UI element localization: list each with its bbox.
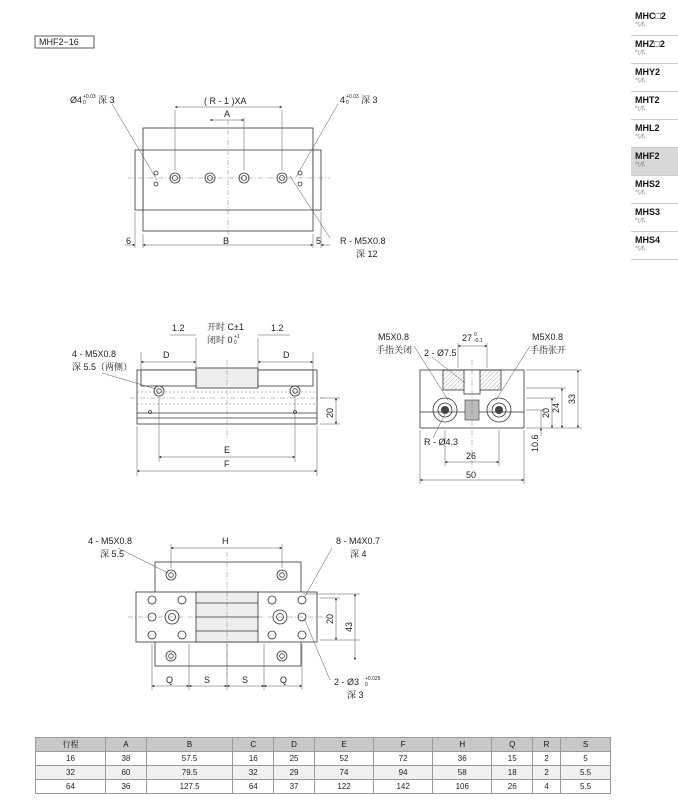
top-hole-right-tol: +0.03 [346, 94, 359, 100]
front-closed-tol2: 0 [234, 340, 237, 346]
side-h10: 10.6 [530, 434, 540, 452]
sidebar-item-2[interactable] [631, 64, 678, 92]
bottom-h43: 43 [344, 621, 354, 632]
side-bore: 2 - Ø7.5 [424, 348, 457, 358]
sidebar-item-name: MHS4 [635, 235, 661, 245]
sidebar-item-name: MHF2 [635, 151, 660, 161]
table-cell: 122 [314, 780, 373, 794]
table-cell: 74 [314, 766, 373, 780]
front-gap-right: 1.2 [271, 323, 284, 333]
table-cell: 15 [492, 752, 533, 766]
sidebar-item-sub: 气爪 [635, 190, 646, 196]
model-tag [35, 36, 94, 48]
front-gap-left: 1.2 [172, 323, 185, 333]
bottom-view [88, 536, 381, 700]
bottom-tap-right-depth: 深 4 [350, 549, 367, 559]
side-w26: 26 [466, 451, 477, 461]
top-dim-b: B [223, 236, 230, 246]
top-hole-right-label: 4 [340, 95, 346, 105]
sidebar-item-6[interactable] [631, 176, 678, 204]
table-cell: 38 [106, 752, 147, 766]
bottom-tap-left-depth: 深 5.5 [100, 549, 125, 559]
sidebar-item-sub: 气爪 [635, 162, 646, 168]
front-e-label: E [224, 445, 231, 455]
sidebar-item-name: MHT2 [635, 95, 660, 105]
sidebar-item-sub: 气爪 [635, 106, 646, 112]
sidebar-item-5[interactable] [631, 148, 678, 176]
sidebar-item-sub: 气爪 [635, 218, 646, 224]
bottom-pin-tol: +0.025 [365, 676, 381, 682]
front-closed-label: 闭时 0 [207, 335, 233, 345]
bottom-q-left: Q [166, 675, 174, 685]
bottom-pin-label: 2 - Ø3 [334, 677, 360, 687]
table-row [36, 780, 611, 794]
table-cell: 26 [492, 780, 533, 794]
table-cell: 2 [533, 752, 561, 766]
sidebar-item-7[interactable] [631, 204, 678, 232]
table-cell: 79.5 [146, 766, 233, 780]
side-port-close-label: 手指关闭 [376, 345, 413, 355]
front-closed-tol: +1 [234, 334, 240, 340]
top-hole-left-tol2: 0 [83, 100, 86, 106]
table-header-cell: Q [492, 738, 533, 752]
top-view [70, 94, 386, 259]
table-header-cell: A [106, 738, 147, 752]
table-cell: 5 [561, 752, 611, 766]
table-body [36, 752, 611, 794]
table-cell: 36 [433, 752, 492, 766]
table-cell: 58 [433, 766, 492, 780]
sidebar-item-name: MHS3 [635, 207, 661, 217]
top-pitch-label: ( R - 1 )XA [204, 96, 247, 106]
table-cell: 106 [433, 780, 492, 794]
table-cell: 32 [36, 766, 106, 780]
bottom-pin-depth: 深 3 [347, 690, 364, 700]
sidebar-item-sub: 气爪 [635, 246, 646, 252]
table-header-cell: C [233, 738, 274, 752]
table-cell: 29 [274, 766, 315, 780]
table-cell: 16 [36, 752, 106, 766]
top-thread-label: R - M5X0.8 [340, 236, 386, 246]
table-header-cell: B [146, 738, 233, 752]
front-f-label: F [224, 459, 230, 469]
table-cell: 64 [233, 780, 274, 794]
table-cell: 5.5 [561, 766, 611, 780]
table-row [36, 752, 611, 766]
side-w50: 50 [466, 470, 477, 480]
side-width27-tol: 0 [474, 332, 477, 338]
sidebar-item-sub: 气爪 [635, 50, 646, 56]
table-cell: 64 [36, 780, 106, 794]
front-d-right: D [283, 350, 290, 360]
top-dim-left: 6 [126, 236, 132, 246]
sidebar-item-sub: 气爪 [635, 22, 646, 28]
sidebar-item-name: MHC□2 [635, 11, 666, 21]
table-header-cell: R [533, 738, 561, 752]
table-header-row [36, 738, 611, 752]
front-open-label: 开时 C±1 [207, 322, 244, 332]
table-cell: 57.5 [146, 752, 233, 766]
bottom-q-right: Q [280, 675, 288, 685]
table-header-cell: D [274, 738, 315, 752]
table-cell: 36 [106, 780, 147, 794]
side-port-close: M5X0.8 [378, 332, 410, 342]
side-h33: 33 [567, 393, 577, 404]
sidebar-item-0[interactable] [631, 8, 678, 36]
front-tap-depth: 深 5.5（两侧） [72, 362, 133, 372]
table-header-cell: S [561, 738, 611, 752]
sidebar-item-name: MHY2 [635, 67, 661, 77]
side-r-hole: R - Ø4.3 [424, 437, 459, 447]
front-tap-label: 4 - M5X0.8 [72, 349, 117, 359]
top-a-label: A [224, 109, 231, 119]
front-height-label: 20 [325, 407, 335, 418]
table-header-cell: F [374, 738, 433, 752]
table-cell: 16 [233, 752, 274, 766]
table-cell: 60 [106, 766, 147, 780]
sidebar-item-name: MHS2 [635, 179, 661, 189]
table-cell: 18 [492, 766, 533, 780]
table-header-cell: E [314, 738, 373, 752]
side-view [376, 332, 582, 484]
top-hole-left-label: Ø4 [70, 95, 83, 105]
table-header-cell: 行程 [36, 738, 106, 752]
bottom-tap-right: 8 - M4X0.7 [336, 536, 381, 546]
model-tag-label: MHF2−16 [39, 37, 79, 47]
sidebar-item-sub: 气爪 [635, 134, 646, 140]
table-cell: 127.5 [146, 780, 233, 794]
table-cell: 5.5 [561, 780, 611, 794]
sidebar-item-sub: 气爪 [635, 78, 646, 84]
front-view [72, 321, 340, 476]
side-width27: 27 [462, 333, 473, 343]
table-cell: 142 [374, 780, 433, 794]
sidebar-item-3[interactable] [631, 92, 678, 120]
table-cell: 25 [274, 752, 315, 766]
sidebar-item-name: MHZ□2 [635, 39, 665, 49]
table-cell: 52 [314, 752, 373, 766]
series-sidebar [631, 8, 678, 260]
sidebar-item-name: MHL2 [635, 123, 660, 133]
bottom-s-right: S [242, 675, 249, 685]
table-cell: 32 [233, 766, 274, 780]
bottom-tap-left: 4 - M5X0.8 [88, 536, 133, 546]
sidebar-item-4[interactable] [631, 120, 678, 148]
top-hole-right-depth: 深 3 [361, 95, 378, 105]
top-dim-right: 5 [316, 236, 322, 246]
table-cell: 72 [374, 752, 433, 766]
table-row [36, 766, 611, 780]
top-hole-right-tol2: 0 [346, 100, 349, 106]
side-h20: 20 [541, 407, 551, 418]
side-width27-tol2: -0.1 [474, 338, 483, 344]
side-h24: 24 [551, 402, 561, 413]
dimension-table [35, 737, 611, 794]
table-cell: 2 [533, 766, 561, 780]
bottom-pin-tol2: 0 [365, 682, 368, 688]
top-hole-left-depth: 深 3 [98, 95, 115, 105]
table-cell: 94 [374, 766, 433, 780]
sidebar-item-1[interactable] [631, 36, 678, 64]
bottom-h20: 20 [325, 613, 335, 624]
top-hole-left-tol: +0.03 [83, 94, 96, 100]
table-cell: 4 [533, 780, 561, 794]
sidebar-item-8[interactable] [631, 232, 678, 260]
table-header-cell: H [433, 738, 492, 752]
front-d-left: D [163, 350, 170, 360]
top-thread-depth: 深 12 [356, 249, 378, 259]
side-port-open: M5X0.8 [532, 332, 564, 342]
bottom-h-label: H [222, 536, 229, 546]
bottom-s-left: S [204, 675, 211, 685]
side-port-open-label: 手指张开 [530, 345, 567, 355]
table-cell: 37 [274, 780, 315, 794]
